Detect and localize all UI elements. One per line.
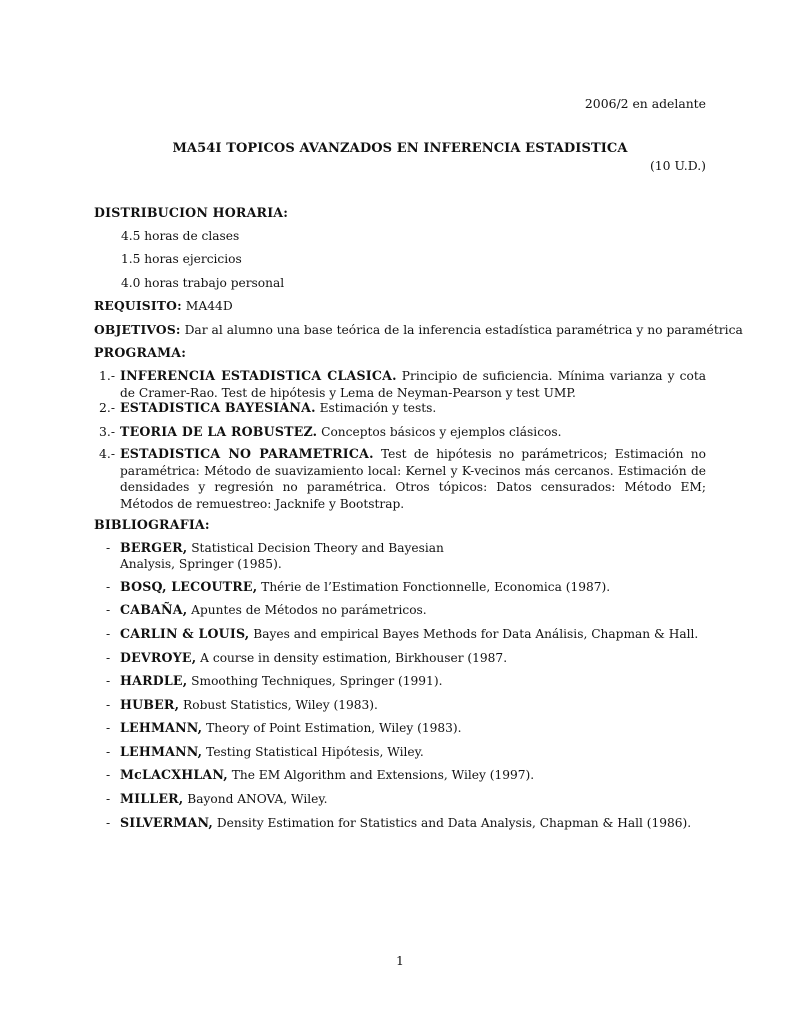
bullet-dash: - [106,767,111,782]
course-credits: (10 U.D.) [649,158,706,173]
program-item-text: Estimación y tests. [315,401,437,415]
bibliography-reference: Thérie de l’Estimation Fonctionnelle, Economica (1987). [257,580,611,594]
program-item-number: 3.- [99,424,116,439]
page-number: 1 [396,953,404,968]
requirement-value: MA44D [181,299,233,313]
bullet-dash: - [106,697,111,712]
bibliography-author: HUBER, [120,697,180,712]
program-item-title: INFERENCIA ESTADISTICA CLASICA. [120,368,397,383]
bullet-dash: - [106,626,111,641]
course-title: MA54I TOPICOS AVANZADOS EN INFERENCIA ESTADISTICA [172,141,628,156]
program-item-title: TEORIA DE LA ROBUSTEZ. [120,424,318,439]
program-item-number: 1.- [99,368,116,383]
bibliography-author: BERGER, [120,540,188,555]
bibliography-heading: BIBLIOGRAFIA: [94,517,210,532]
schedule-item-lectures: 4.5 horas de clases [121,229,240,243]
bibliography-reference: Smoothing Techniques, Springer (1991). [187,674,443,688]
bibliography-author: LEHMANN, [120,720,203,735]
bibliography-author: SILVERMAN, [120,815,213,830]
program-item-body [120,400,706,417]
bullet-dash: - [106,673,111,688]
program-item-text: Principio de suficiencia. Mínima varianza y cota de Cramer-Rao. Test de hipótesis y Lema de Neyman-Pearson y test UMP. [120,369,706,400]
bibliography-reference: Apuntes de Métodos no parámetricos. [187,603,427,617]
objectives-line [94,322,743,338]
bibliography-reference: Density Estimation for Statistics and Data Analysis, Chapman & Hall (1986). [212,816,692,830]
program-item-number: 2.- [99,400,116,415]
bibliography-reference: Bayond ANOVA, Wiley. [183,792,328,806]
bibliography-reference: Theory of Point Estimation, Wiley (1983). [202,721,462,735]
bibliography-reference: Statistical Decision Theory and Bayesian [187,541,444,555]
bibliography-author: MILLER, [120,791,184,806]
program-item-text: Test de hipótesis no parámetricos; Estimación no paramétrica: Método de suavizamiento local: Kernel y K-vecinos más cercanos. Estimación de densidades y regresión no paramétrica. Otros tópicos: Datos censurados: Método EM; Métodos de remuestreo: Jacknife y Bootstrap. [120,447,706,511]
program-item-text: Conceptos básicos y ejemplos clásicos. [317,425,562,439]
bullet-dash: - [106,744,111,759]
bibliography-reference: The EM Algorithm and Extensions, Wiley (1997). [227,768,535,782]
program-item-number: 4.- [99,446,116,461]
bibliography-reference: A course in density estimation, Birkhouser (1987. [196,651,508,665]
objectives-value: Dar al alumno una base teórica de la inferencia estadística paramétrica y no paramétrica [180,323,743,337]
bullet-dash: - [106,540,111,555]
schedule-heading: DISTRIBUCION HORARIA: [94,205,289,220]
bullet-dash: - [106,720,111,735]
bullet-dash: - [106,815,111,830]
bibliography-reference: Robust Statistics, Wiley (1983). [179,698,378,712]
program-item-body [120,368,706,401]
bibliography-author: CARLIN & LOUIS, [120,626,250,641]
schedule-item-personal-work: 4.0 horas trabajo personal [121,276,285,290]
requirement-label: REQUISITO: [94,298,182,313]
program-item-title: ESTADISTICA NO PARAMETRICA. [120,446,374,461]
bullet-dash: - [106,650,111,665]
effective-date: 2006/2 en adelante [584,96,706,111]
bibliography-author: LEHMANN, [120,744,203,759]
bullet-dash: - [106,602,111,617]
bibliography-author: BOSQ, LECOUTRE, [120,579,258,594]
bibliography-author: CABAÑA, [120,602,188,617]
program-item-body [120,424,706,441]
schedule-item-exercises: 1.5 horas ejercicios [121,252,242,266]
bibliography-reference-continued: Analysis, Springer (1985). [120,557,282,571]
bibliography-author: DEVROYE, [120,650,197,665]
requirement-line [94,298,714,314]
bibliography-reference: Testing Statistical Hipótesis, Wiley. [202,745,424,759]
program-item-title: ESTADISTICA BAYESIANA. [120,400,316,415]
bullet-dash: - [106,791,111,806]
program-item-body [120,446,706,512]
bibliography-author: McLACXHLAN, [120,767,228,782]
bullet-dash: - [106,579,111,594]
bibliography-author: HARDLE, [120,673,188,688]
bibliography-reference: Bayes and empirical Bayes Methods for Data Análisis, Chapman & Hall. [249,627,699,641]
objectives-label: OBJETIVOS: [94,322,181,337]
program-heading: PROGRAMA: [94,345,187,360]
